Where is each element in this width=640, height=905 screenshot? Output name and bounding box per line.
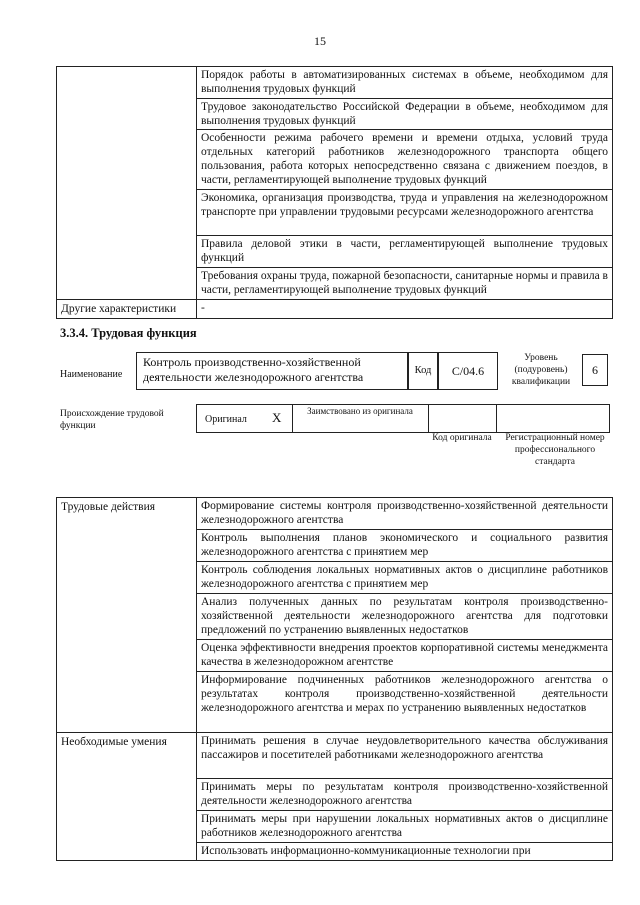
code-label: Код xyxy=(414,365,432,376)
knowledge-item: Трудовое законодательство Российской Федерации в объеме, необходимом для выполнения трудовых функций xyxy=(201,101,608,127)
divider xyxy=(496,404,497,433)
divider xyxy=(428,404,429,433)
knowledge-item: Требования охраны труда, пожарной безопасности, санитарные нормы и правила в части, регламентирующей выполнение трудовых функций xyxy=(201,270,608,296)
origin-label: Происхождение трудовой функции xyxy=(60,409,164,431)
function-name-value: Контроль производственно-хозяйственной деятельности железнодорожного агентства xyxy=(143,355,364,384)
reg-number-label: Регистрационный номер профессионального стандарта xyxy=(505,433,605,467)
knowledge-item: Особенности режима рабочего времени и времени отдыха, условий труда отдельных категорий работников железнодорожного транспорта общего пользования, работа которых непосредственно связана с движением поездов, в части, регламентирующей выполнение трудовых функций xyxy=(201,132,608,186)
action-item: Анализ полученных данных по результатам контроля производственно-хозяйственной деятельности железнодорожного агентства для подготовки предложений по устранению выявленных недостатков xyxy=(201,596,608,636)
level-label: Уровень (подуровень) квалификации xyxy=(511,353,571,387)
borrowed-label: Заимствовано из оригинала xyxy=(307,406,413,416)
code-value: C/04.6 xyxy=(451,364,485,378)
knowledge-item: Экономика, организация производства, труда и управления на железнодорожном транспорте при управлении трудовыми ресурсами железнодорожного агентства xyxy=(201,192,608,218)
action-item: Контроль выполнения планов экономического и социального развития железнодорожного агентства с принятием мер xyxy=(201,532,608,558)
original-label: Оригинал xyxy=(205,414,247,425)
other-characteristics-value: - xyxy=(201,302,205,314)
skill-item: Принимать меры по результатам контроля производственно-хозяйственной деятельности железнодорожного агентства xyxy=(201,781,608,807)
skills-label: Необходимые умения xyxy=(61,736,167,748)
divider xyxy=(292,404,293,433)
code-value-box xyxy=(438,352,498,390)
knowledge-item: Правила деловой этики в части, регламентирующей выполнение трудовых функций xyxy=(201,238,608,264)
level-value-box xyxy=(582,354,608,386)
empty-label-cell xyxy=(57,67,197,300)
section-heading: 3.3.4. Трудовая функция xyxy=(60,326,197,340)
action-item: Формирование системы контроля производственно-хозяйственной деятельности железнодорожного агентства xyxy=(201,500,608,526)
name-label: Наименование xyxy=(60,369,123,380)
action-item: Оценка эффективности внедрения проектов корпоративной системы менеджмента качества в железнодорожном агентстве xyxy=(201,642,608,668)
other-characteristics-label: Другие характеристики xyxy=(61,303,177,315)
page-number: 15 xyxy=(314,34,326,48)
original-mark: X xyxy=(272,410,282,425)
action-item: Контроль соблюдения локальных нормативных актов о дисциплине работников железнодорожного агентства с принятием мер xyxy=(201,564,608,590)
function-name-box xyxy=(136,352,408,390)
knowledge-item: Порядок работы в автоматизированных системах в объеме, необходимом для выполнения трудовых функций xyxy=(201,69,608,95)
skill-item: Принимать меры при нарушении локальных нормативных актов о дисциплине работников железнодорожного агентства xyxy=(201,813,608,839)
actions-label: Трудовые действия xyxy=(61,501,156,513)
code-label-box xyxy=(408,352,438,390)
action-item: Информирование подчиненных работников железнодорожного агентства о результатах контроля производственно-хозяйственной деятельности железнодорожного агентства и мерах по устранению выявленных недостатков xyxy=(201,674,608,714)
actions-table xyxy=(56,497,613,861)
skill-item: Использовать информационно-коммуникационные технологии при xyxy=(201,845,531,857)
skill-item: Принимать решения в случае неудовлетворительного качества обслуживания пассажиров и посетителей работниками железнодорожного агентства xyxy=(201,735,608,761)
knowledge-table xyxy=(56,66,613,319)
code-original-label: Код оригинала xyxy=(432,433,492,443)
level-value: 6 xyxy=(592,363,598,377)
